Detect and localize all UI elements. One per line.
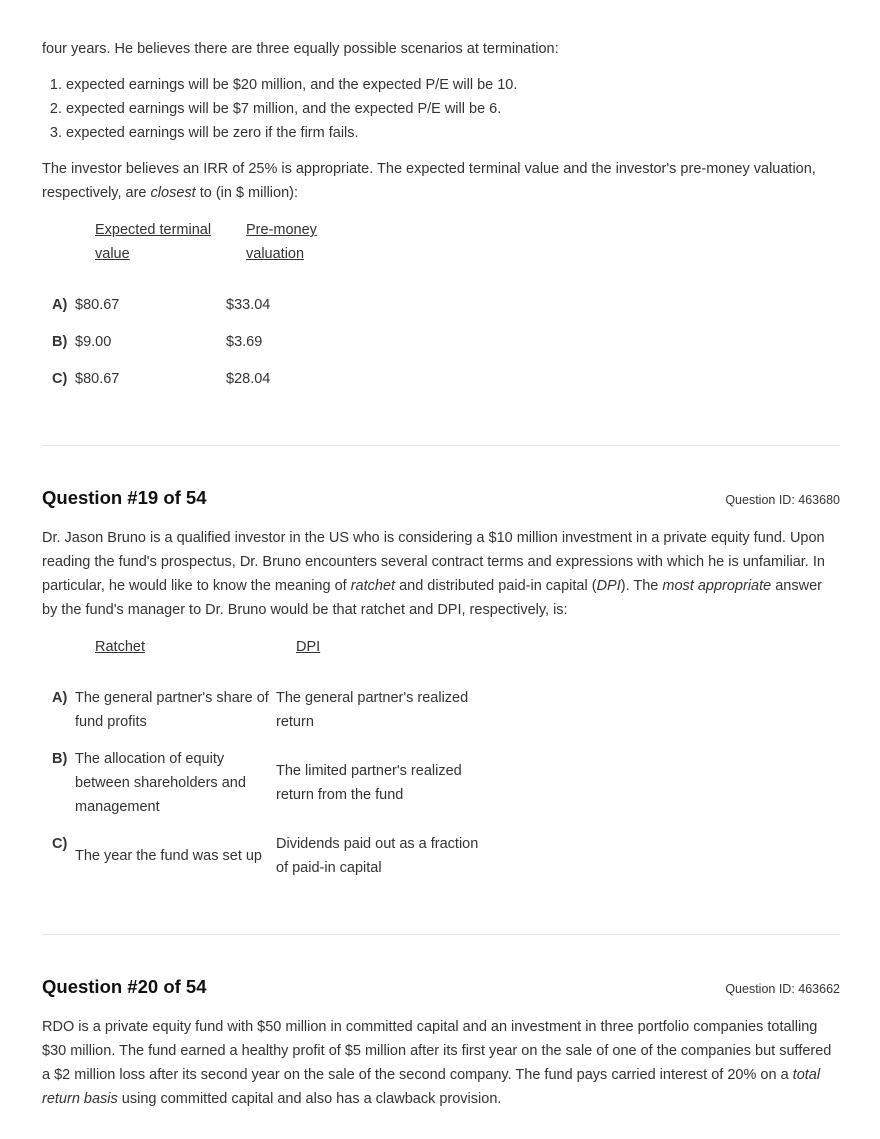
q20-stem-emphasis: total return basis bbox=[42, 1067, 821, 1107]
q18-intro: four years. He believes there are three equally possible scenarios at termination: bbox=[42, 41, 559, 57]
q19-title: Question #19 of 54 bbox=[42, 487, 207, 508]
q18-answer-a-col2[interactable]: $33.04 bbox=[226, 297, 271, 313]
q18-stem-part2: to (in $ million): bbox=[195, 185, 299, 201]
q18-answer-c-col1[interactable]: $80.67 bbox=[75, 371, 120, 387]
q18-col2-header bbox=[246, 218, 317, 266]
q19-answer-a-col2-line1: The general partner's realized bbox=[276, 690, 469, 706]
q19-answer-b-col1-line2: between shareholders and bbox=[75, 775, 246, 791]
q18-answer-b-letter[interactable]: B) bbox=[52, 334, 68, 350]
q19-answer-b-col1-line3: management bbox=[75, 799, 160, 815]
q18-answer-a-letter[interactable]: A) bbox=[52, 297, 68, 313]
q19-stem-a: Dr. Jason Bruno is a qualified investor in the US who is considering a $10 million investment in a private equity fund. Upon reading the fund's prospectus, Dr. Bruno encounters several contract terms and expressions with which he is unfamiliar. In particular, he would like to know the meaning of bbox=[42, 530, 825, 594]
q19-answer-c-letter[interactable]: C) bbox=[52, 836, 68, 852]
section-divider-1 bbox=[42, 445, 840, 446]
q19-answer-c-col1[interactable] bbox=[75, 844, 262, 868]
q19-stem bbox=[42, 526, 840, 622]
q19-stem-em-most-appropriate: most appropriate bbox=[662, 578, 772, 594]
q18-col1-header-line1: Expected terminal bbox=[95, 222, 212, 238]
q18-answer-a-col1[interactable]: $80.67 bbox=[75, 297, 120, 313]
q18-stem-emphasis: closest bbox=[150, 185, 196, 201]
q18-stem bbox=[42, 157, 840, 205]
q19-answer-b-col1[interactable] bbox=[75, 747, 246, 819]
q20-stem bbox=[42, 1015, 840, 1111]
q19-answer-a-col1[interactable] bbox=[75, 686, 269, 734]
q19-stem-d: answer by the fund's manager to Dr. Bruno would be that ratchet and DPI, respectively, is: bbox=[42, 578, 822, 618]
q19-stem-b: and distributed paid-in capital ( bbox=[395, 578, 597, 594]
q19-stem-em-dpi: DPI bbox=[596, 578, 621, 594]
q19-answer-b-col2-line2: return from the fund bbox=[276, 787, 404, 803]
q19-answer-c-col2-line1: Dividends paid out as a fraction bbox=[276, 836, 479, 852]
q19-answer-c-col2[interactable] bbox=[276, 832, 478, 880]
q18-answer-b-col1[interactable]: $9.00 bbox=[75, 334, 112, 350]
document-page bbox=[42, 0, 840, 1107]
section-divider-2 bbox=[42, 934, 840, 935]
q18-col2-header-line1: Pre-money bbox=[246, 222, 317, 238]
q19-col1-header: Ratchet bbox=[95, 639, 145, 655]
q18-col2-header-line2: valuation bbox=[246, 246, 305, 262]
q19-answer-a-col2-line2: return bbox=[276, 714, 314, 730]
q18-col1-header-line2: value bbox=[95, 246, 130, 262]
q18-scenario-3: 3. expected earnings will be zero if the firm fails. bbox=[66, 121, 517, 145]
q18-scenario-2: 2. expected earnings will be $7 million, and the expected P/E will be 6. bbox=[66, 97, 517, 121]
q19-answer-a-col2[interactable] bbox=[276, 686, 468, 734]
q19-col2-header: DPI bbox=[296, 639, 321, 655]
q19-question-id: Question ID: 463680 bbox=[725, 493, 840, 507]
q19-answer-b-col2[interactable] bbox=[276, 759, 462, 807]
q19-answer-b-letter[interactable]: B) bbox=[52, 751, 68, 767]
q19-stem-c: ). The bbox=[620, 578, 663, 594]
q18-answer-c-letter[interactable]: C) bbox=[52, 371, 68, 387]
q19-answer-c-col1-line1: The year the fund was set up bbox=[75, 848, 262, 864]
q19-answer-c-col2-line2: of paid-in capital bbox=[276, 860, 382, 876]
q20-stem-b: using committed capital and also has a clawback provision. bbox=[117, 1091, 502, 1107]
q19-answer-a-col1-line1: The general partner's share of bbox=[75, 690, 269, 706]
q18-stem-part1: The investor believes an IRR of 25% is appropriate. The expected terminal value and the investor's pre-money valuation, respectively, are bbox=[42, 161, 816, 201]
q20-question-id: Question ID: 463662 bbox=[725, 982, 840, 996]
q20-title: Question #20 of 54 bbox=[42, 976, 207, 997]
q20-stem-a: RDO is a private equity fund with $50 million in committed capital and an investment in three portfolio companies totalling $30 million. The fund earned a healthy profit of $5 million after its first year on the sale of one of the companies but suffered a $2 million loss after its second year on the sale of the second company. The fund pays carried interest of 20% on a bbox=[42, 1019, 832, 1083]
q18-scenario-list bbox=[42, 73, 517, 145]
q18-scenario-1: 1. expected earnings will be $20 million, and the expected P/E will be 10. bbox=[66, 73, 517, 97]
q19-stem-em-ratchet: ratchet bbox=[350, 578, 396, 594]
q19-answer-a-col1-line2: fund profits bbox=[75, 714, 147, 730]
q18-col1-header bbox=[95, 218, 211, 266]
q19-answer-b-col1-line1: The allocation of equity bbox=[75, 751, 225, 767]
q18-answer-b-col2[interactable]: $3.69 bbox=[226, 334, 263, 350]
q19-answer-a-letter[interactable]: A) bbox=[52, 690, 68, 706]
q19-answer-b-col2-line1: The limited partner's realized bbox=[276, 763, 462, 779]
q18-answer-c-col2[interactable]: $28.04 bbox=[226, 371, 271, 387]
